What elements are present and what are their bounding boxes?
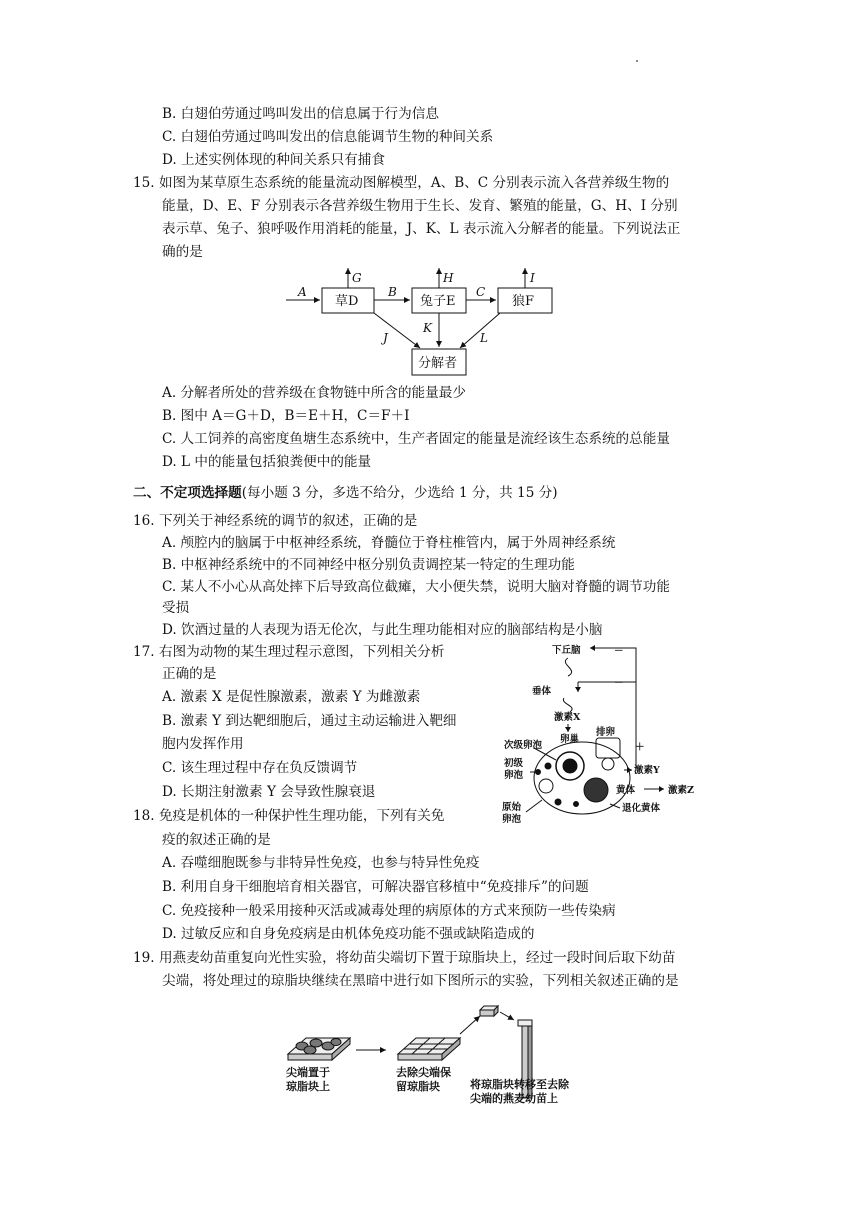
q17-option-a: A. 激素 X 是促性腺激素，激素 Y 为雌激素 [162,689,421,705]
q17-option-b-line1: B. 激素 Y 到达靶细胞后，通过主动运输进入靶细 [162,713,457,729]
label-H: H [443,271,454,285]
hypothalamus-label: 下丘脑 [552,645,581,656]
step3-label-line1: 将琼脂块转移至去除 [470,1078,569,1091]
q15-stem-line3: 表示草、兔子、狼呼吸作用消耗的能量，J、K、L 表示流入分解者的能量。下列说法正 [162,221,681,237]
section-2-title: 二、不定项选择题 [133,485,242,501]
q18-option-d: D. 过敏反应和自身免疫病是由机体免疫功能不强或缺陷造成的 [162,926,535,942]
grass-label: 草D [335,294,359,309]
q15-option-b: B. 图中 A＝G＋D，B＝E＋H，C＝F＋I [162,408,410,424]
q17-stem-line1: 17. 右图为动物的某生理过程示意图，下列相关分析 [133,644,445,660]
q14-option-b: B. 白翅伯劳通过鸣叫发出的信息属于行为信息 [162,106,439,122]
q16-option-a: A. 颅腔内的脑属于中枢神经系统，脊髓位于脊柱椎管内，属于外周神经系统 [162,535,616,551]
rabbit-label: 兔子E [420,294,456,309]
label-K: K [423,321,432,335]
q16-option-d: D. 饮酒过量的人表现为语无伦次，与此生理功能相对应的脑部结构是小脑 [162,622,603,638]
step3-label-line2: 尖端的燕麦幼苗上 [470,1092,558,1105]
q18-option-c: C. 免疫接种一般采用接种灭活或减毒处理的病原体的方式来预防一些传染病 [162,903,616,919]
decomposer-label: 分解者 [418,356,458,371]
section-2-header [133,483,558,503]
pituitary-label: 垂体 [532,686,552,697]
energy-flow-diagram [280,262,580,382]
q19-stem-line2: 尖端，将处理过的琼脂块继续在黑暗中进行如下图所示的实验，下列相关叙述正确的是 [162,973,679,989]
plus-sign: ＋ [635,742,645,753]
label-I: I [530,271,535,285]
primary-follicle-label-1: 初级 [504,758,524,769]
q16-option-c-line2: 受损 [162,600,190,616]
q15-stem-line4: 确的是 [162,244,203,260]
step1-label-line2: 琼脂块上 [286,1080,330,1093]
q18-option-a: A. 吞噬细胞既参与非特异性免疫，也参与特异性免疫 [162,855,480,871]
q19-stem-line1: 19. 用燕麦幼苗重复向光性实验，将幼苗尖端切下置于琼脂块上，经过一段时间后取下幼苗 [133,950,676,966]
label-B: B [388,285,397,299]
section-2-note: (每小题 3 分，多选不给分，少选给 1 分，共 15 分) [241,485,558,501]
ovary-label: 卵巢 [560,734,580,745]
minus-sign-1: － [614,646,624,657]
scan-dot [636,60,638,62]
label-G: G [352,271,362,285]
q17-option-b-line2: 胞内发挥作用 [162,736,244,752]
hormone-z-label: 激素Z [668,785,694,796]
q16-option-b: B. 中枢神经系统中的不同神经中枢分别负责调控某一特定的生理功能 [162,557,575,573]
q16-option-c-line1: C. 某人不小心从高处摔下后导致高位截瘫，大小便失禁，说明大脑对脊髓的调节功能 [162,579,670,595]
q15-stem-line1: 15. 如图为某草原生态系统的能量流动图解模型，A、B、C 分别表示流入各营养级生物的 [133,175,670,191]
degenerated-cl-label: 退化黄体 [622,803,661,814]
minus-sign-2: － [614,678,624,689]
q14-option-c: C. 白翅伯劳通过鸣叫发出的信息能调节生物的种间关系 [162,129,494,145]
label-A: A [298,285,307,299]
hormone-y-label: 激素Y [634,765,660,776]
label-C: C [476,285,486,299]
q15-option-a: A. 分解者所处的营养级在食物链中所含的能量最少 [162,385,466,401]
label-L: L [480,331,488,345]
q18-stem-line1: 18. 免疫是机体的一种保护性生理功能，下列有关免 [133,808,445,824]
q18-stem-line2: 疫的叙述正确的是 [162,832,271,848]
q16-stem: 16. 下列关于神经系统的调节的叙述，正确的是 [133,513,418,529]
q15-option-c: C. 人工饲养的高密度鱼塘生态系统中，生产者固定的能量是流经该生态系统的总能量 [162,431,670,447]
secondary-follicle-label: 次级卵泡 [504,740,543,751]
q14-option-d: D. 上述实例体现的种间关系只有捕食 [162,152,385,168]
corpus-luteum-label: 黄体 [616,785,636,796]
primary-follicle-label-2: 卵泡 [504,770,524,781]
step2-label-line1: 去除尖端保 [396,1066,451,1079]
primordial-follicle-label-1: 原始 [502,802,522,813]
q17-stem-line2: 正确的是 [162,666,217,682]
step2-label-line2: 留琼脂块 [396,1080,440,1093]
q17-option-c: C. 该生理过程中存在负反馈调节 [162,760,358,776]
ovulation-label: 排卵 [596,727,616,738]
q15-stem-line2: 能量，D、E、F 分别表示各营养级生物用于生长、发育、繁殖的能量，G、H、I 分别 [162,198,678,214]
primordial-follicle-label-2: 卵泡 [502,814,522,825]
q17-option-d: D. 长期注射激素 Y 会导致性腺衰退 [162,784,376,800]
hormone-regulation-diagram [498,640,728,830]
q18-option-b: B. 利用自身干细胞培育相关器官，可解决器官移植中“免疫排斥”的问题 [162,879,589,895]
step1-label-line1: 尖端置于 [286,1066,330,1079]
label-J: J [383,331,388,345]
phototropism-experiment-diagram [280,998,600,1113]
wolf-label: 狼F [512,294,535,309]
q15-option-d: D. L 中的能量包括狼粪便中的能量 [162,454,372,470]
hormone-x-label: 激素X [554,712,581,723]
